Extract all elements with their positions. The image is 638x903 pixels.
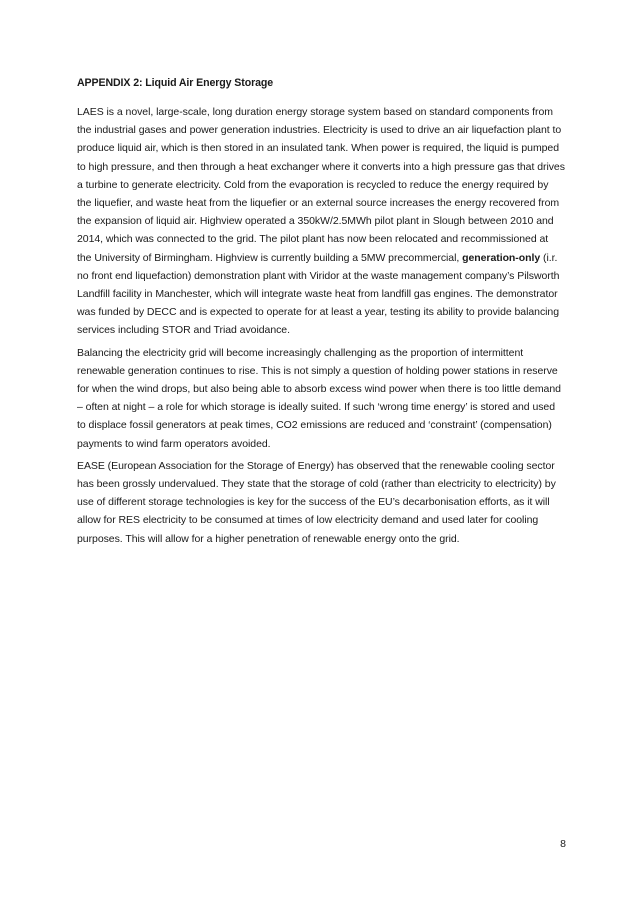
paragraph-laes-text-end: (i.r. no front end liquefaction) demonstration plant with Viridor at the waste management company’s Pilsworth Landfill facility in Manchester, which will integrate waste heat from landfill gas engines. The demonstrator was funded by DECC and is expected to operate for at least a year, testing its ability to provide balancing services including STOR and Triad avoidance. — [77, 251, 560, 337]
paragraph-laes-description — [77, 103, 565, 340]
page-number: 8 — [560, 838, 566, 850]
paragraph-grid-balancing: Balancing the electricity grid will become increasingly challenging as the proportion of intermittent renewable generation continues to rise. This is not simply a question of holding power stations in reserve for when the wind drops, but also being able to absorb excess wind power when there is too little demand – often at night – a role for which storage is ideally suited. If such ‘wrong time energy’ is stored and used to displace fossil generators at peak times, CO2 emissions are reduced and ‘constraint’ (compensation) payments to wind farm operators avoided. — [77, 346, 561, 450]
page-content — [77, 76, 565, 552]
generation-only-emphasis: generation-only — [462, 251, 541, 264]
paragraph-laes-text-start: LAES is a novel, large-scale, long duration energy storage system based on standard components from the industrial gases and power generation industries. Electricity is used to drive an air liquefaction plant to produce liquid air, which is then stored in an insulated tank. When power is required, the liquid is pumped to high pressure, and then through a heat exchanger where it converts into a high pressure gas that drives a turbine to generate electricity. Cold from the evaporation is recycled to reduce the energy required by the liquefier, and waste heat from the liquefier or an external source increases the energy recovered from the expansion of liquid air. Highview operated a 350kW/2.5MWh pilot plant in Slough between 2010 and 2014, which was connected to the grid. The pilot plant has now been relocated and recommissioned at the University of Birmingham. Highview is currently building a 5MW precommercial, — [77, 106, 565, 264]
appendix-heading: APPENDIX 2: Liquid Air Energy Storage — [77, 77, 274, 89]
paragraph-ease-cooling: EASE (European Association for the Storage of Energy) has observed that the renewable cooling sector has been grossly undervalued. They state that the storage of cold (rather than electricity to electricity) by use of different storage technologies is key for the success of the EU’s decarbonisation efforts, as it will allow for RES electricity to be consumed at times of low electricity demand and used later for cooling purposes. This will allow for a higher penetration of renewable energy onto the grid. — [77, 459, 556, 545]
